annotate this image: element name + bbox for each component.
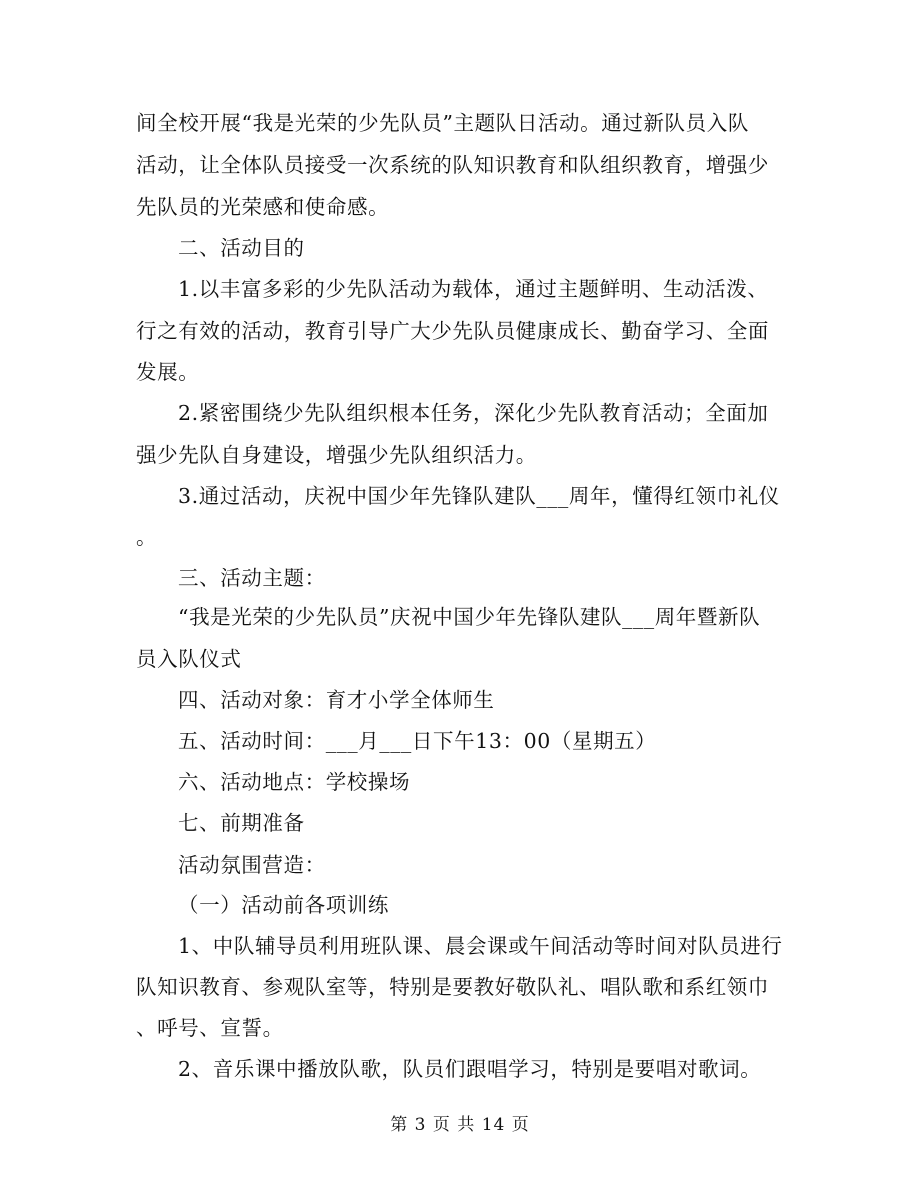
paragraph-line: 。 [136,525,158,549]
paragraph-line: 间全校开展“我是光荣的少先队员”主题队日活动。通过新队员入队 [136,111,749,135]
paragraph-line: 1.以丰富多彩的少先队活动为载体，通过主题鲜明、生动活泼、 [178,277,769,301]
paragraph-line: 员入队仪式 [136,647,242,671]
section-heading: 三、活动主题： [178,566,326,590]
paragraph-line: 活动氛围营造： [178,853,326,877]
section-heading: 六、活动地点：学校操场 [178,770,411,794]
paragraph-line: 先队员的光荣感和使命感。 [136,195,390,219]
paragraph-line: 2.紧密围绕少先队组织根本任务，深化少先队教育活动；全面加 [178,401,769,425]
section-heading: 四、活动对象：育才小学全体师生 [178,688,495,712]
paragraph-line: 3.通过活动，庆祝中国少年先锋队建队___周年，懂得红领巾礼仪 [178,484,780,508]
section-heading: 二、活动目的 [178,236,305,260]
paragraph-line: 发展。 [136,360,200,384]
paragraph-line: 强少先队自身建设，增强少先队组织活力。 [136,443,537,467]
paragraph-line: 2、音乐课中播放队歌，队员们跟唱学习，特别是要唱对歌词。 [178,1057,762,1081]
paragraph-line: 、呼号、宣誓。 [136,1016,284,1040]
paragraph-line: 活动，让全体队员接受一次系统的队知识教育和队组织教育，增强少 [136,153,769,177]
section-heading: 七、前期准备 [178,811,305,835]
section-heading: 五、活动时间：___月___日下午13：00（星期五） [178,729,657,753]
paragraph-line: 行之有效的活动，教育引导广大少先队员健康成长、勤奋学习、全面 [136,319,769,343]
paragraph-line: “我是光荣的少先队员”庆祝中国少年先锋队建队___周年暨新队 [178,605,761,629]
paragraph-line: 1、中队辅导员利用班队课、晨会课或午间活动等时间对队员进行 [178,934,783,958]
page-number-footer: 第 3 页 共 14 页 [390,1115,530,1135]
paragraph-line: 队知识教育、参观队室等，特别是要教好敬队礼、唱队歌和系红领巾 [136,975,769,999]
subsection-heading: （一）活动前各项训练 [178,893,389,917]
